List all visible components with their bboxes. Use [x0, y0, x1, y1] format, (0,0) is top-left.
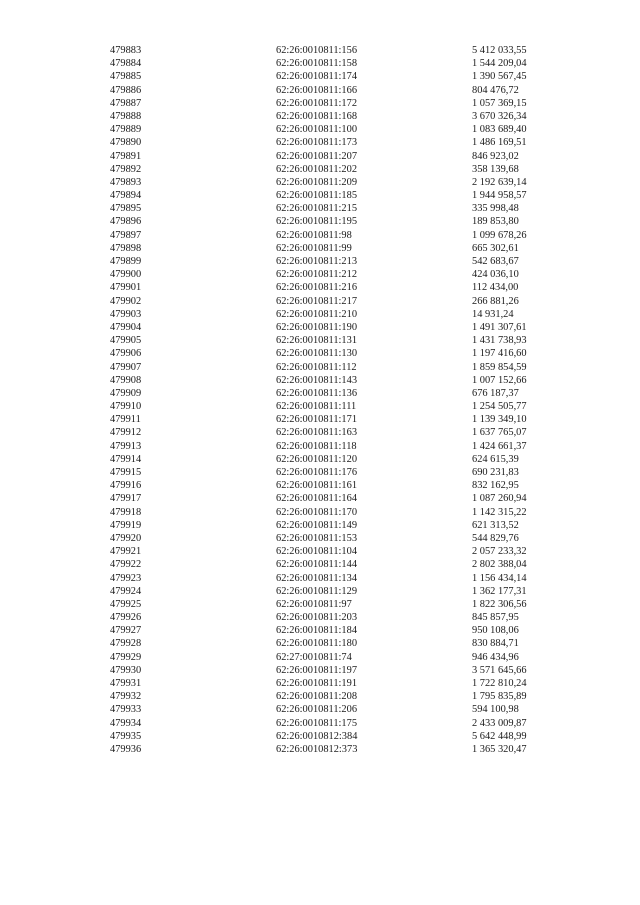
table-row [0, 519, 640, 532]
row-number: 479917 [110, 493, 142, 505]
table-row [0, 479, 640, 492]
table-row [0, 598, 640, 611]
cadastral-value: 1 491 307,61 [472, 321, 527, 333]
table-row [0, 730, 640, 743]
table-row [0, 242, 640, 255]
cadastral-value: 832 162,95 [472, 480, 519, 492]
cadastral-value: 1 822 306,56 [472, 598, 527, 610]
cadastral-number: 62:27:0010811:74 [276, 651, 352, 663]
cadastral-value: 1 390 567,45 [472, 71, 527, 83]
table-row [0, 545, 640, 558]
cadastral-number: 62:26:0010811:213 [276, 256, 358, 267]
cadastral-number: 62:26:0010811:97 [276, 598, 352, 610]
row-number: 479923 [110, 572, 142, 584]
table-row [0, 70, 640, 83]
table-row [0, 308, 640, 321]
cadastral-value: 358 139,68 [472, 163, 519, 175]
row-number: 479910 [110, 401, 142, 413]
table-row [0, 558, 640, 571]
cadastral-value: 845 857,95 [472, 612, 519, 624]
row-number: 479894 [110, 190, 142, 202]
cadastral-number: 62:26:0010811:172 [276, 97, 358, 109]
row-number: 479895 [110, 203, 142, 215]
cadastral-value: 2 802 388,04 [472, 559, 527, 571]
table-row [0, 717, 640, 730]
table-row [0, 255, 640, 268]
cadastral-value: 594 100,98 [472, 704, 519, 716]
cadastral-value: 1 365 320,47 [472, 743, 527, 755]
table-row [0, 374, 640, 387]
cadastral-number: 62:26:0010811:217 [276, 295, 358, 307]
cadastral-value: 690 231,83 [472, 467, 519, 478]
cadastral-value: 946 434,96 [472, 651, 519, 663]
table-row [0, 440, 640, 453]
cadastral-value: 1 057 369,15 [472, 97, 527, 109]
row-number: 479896 [110, 216, 142, 228]
table-row [0, 361, 640, 374]
row-number: 479932 [110, 691, 142, 703]
cadastral-value: 1 424 661,37 [472, 440, 527, 452]
cadastral-value: 2 192 639,14 [472, 176, 527, 188]
row-number: 479915 [110, 467, 142, 478]
row-number: 479919 [110, 519, 142, 531]
table-row [0, 624, 640, 637]
cadastral-number: 62:26:0010811:143 [276, 374, 358, 386]
cadastral-value: 544 829,76 [472, 532, 519, 544]
cadastral-number: 62:26:0010811:158 [276, 58, 358, 70]
row-number: 479925 [110, 598, 142, 610]
table-row [0, 572, 640, 585]
row-number: 479931 [110, 678, 142, 689]
cadastral-number: 62:26:0010811:190 [276, 321, 358, 333]
row-number: 479891 [110, 150, 142, 162]
cadastral-value: 2 433 009,87 [472, 717, 527, 729]
cadastral-value: 1 431 738,93 [472, 335, 527, 347]
table-row [0, 413, 640, 426]
cadastral-number: 62:26:0010811:207 [276, 150, 358, 162]
cadastral-value: 1 099 678,26 [472, 229, 527, 241]
row-number: 479904 [110, 321, 142, 333]
table-row [0, 295, 640, 308]
cadastral-number: 62:26:0010811:195 [276, 216, 358, 228]
cadastral-number: 62:26:0010811:202 [276, 163, 358, 175]
cadastral-value: 5 412 033,55 [472, 45, 527, 56]
cadastral-value: 424 036,10 [472, 269, 519, 281]
cadastral-value: 1 795 835,89 [472, 691, 527, 703]
row-number: 479908 [110, 374, 142, 386]
table-row [0, 703, 640, 716]
cadastral-number: 62:26:0010811:215 [276, 203, 358, 215]
cadastral-number: 62:26:0010811:120 [276, 453, 358, 465]
cadastral-number: 62:26:0010811:153 [276, 532, 358, 544]
cadastral-number: 62:26:0010811:168 [276, 110, 358, 122]
cadastral-number: 62:26:0010811:163 [276, 427, 358, 439]
row-number: 479892 [110, 163, 142, 175]
row-number: 479930 [110, 664, 142, 676]
cadastral-value: 112 434,00 [472, 282, 519, 294]
row-number: 479902 [110, 295, 142, 307]
row-number: 479913 [110, 440, 142, 452]
row-number: 479885 [110, 71, 142, 83]
row-number: 479905 [110, 335, 142, 347]
cadastral-value: 542 683,67 [472, 256, 519, 267]
cadastral-value: 2 057 233,32 [472, 546, 527, 558]
cadastral-number: 62:26:0010811:156 [276, 45, 358, 56]
cadastral-number: 62:26:0010811:144 [276, 559, 358, 571]
table-row [0, 651, 640, 664]
cadastral-value: 1 139 349,10 [472, 414, 527, 426]
table-row [0, 321, 640, 334]
row-number: 479888 [110, 110, 142, 122]
cadastral-number: 62:26:0010811:212 [276, 269, 358, 281]
cadastral-value: 676 187,37 [472, 387, 519, 399]
row-number: 479936 [110, 743, 142, 755]
cadastral-number: 62:26:0010811:208 [276, 691, 358, 703]
table-row [0, 400, 640, 413]
cadastral-value: 1 142 315,22 [472, 506, 527, 518]
table-row [0, 268, 640, 281]
cadastral-value: 266 881,26 [472, 295, 519, 307]
table-row [0, 492, 640, 505]
cadastral-number: 62:26:0010811:130 [276, 348, 358, 360]
row-number: 479934 [110, 717, 142, 729]
table-row [0, 150, 640, 163]
cadastral-number: 62:26:0010811:149 [276, 519, 358, 531]
table-row [0, 229, 640, 242]
row-number: 479903 [110, 308, 142, 320]
row-number: 479906 [110, 348, 142, 360]
table-row [0, 163, 640, 176]
table-row [0, 176, 640, 189]
cadastral-number: 62:26:0010811:203 [276, 612, 358, 624]
cadastral-number: 62:26:0010811:99 [276, 242, 352, 254]
cadastral-value: 830 884,71 [472, 638, 519, 650]
row-number: 479920 [110, 532, 142, 544]
row-number: 479921 [110, 546, 142, 558]
cadastral-value: 14 931,24 [472, 308, 514, 320]
cadastral-number: 62:26:0010811:191 [276, 678, 358, 689]
cadastral-number: 62:26:0010811:129 [276, 585, 358, 597]
table-row [0, 136, 640, 149]
table-row [0, 690, 640, 703]
cadastral-number: 62:26:0010811:206 [276, 704, 358, 716]
cadastral-number: 62:26:0010811:136 [276, 387, 358, 399]
row-number: 479927 [110, 625, 142, 637]
cadastral-value: 1 859 854,59 [472, 361, 527, 373]
cadastral-value: 1 007 152,66 [472, 374, 527, 386]
table-row [0, 57, 640, 70]
cadastral-number: 62:26:0010811:111 [276, 401, 357, 413]
cadastral-value: 5 642 448,99 [472, 730, 527, 742]
cadastral-number: 62:26:0010811:170 [276, 506, 358, 518]
row-number: 479929 [110, 651, 142, 663]
cadastral-value: 1 486 169,51 [472, 137, 527, 149]
cadastral-value: 335 998,48 [472, 203, 519, 215]
row-number: 479912 [110, 427, 142, 439]
data-table [0, 44, 640, 756]
table-row [0, 123, 640, 136]
row-number: 479916 [110, 480, 142, 492]
cadastral-number: 62:26:0010811:134 [276, 572, 358, 584]
cadastral-number: 62:26:0010811:210 [276, 308, 358, 320]
cadastral-number: 62:26:0010811:118 [276, 440, 357, 452]
row-number: 479928 [110, 638, 142, 650]
cadastral-number: 62:26:0010811:166 [276, 84, 358, 96]
cadastral-value: 950 108,06 [472, 625, 519, 637]
table-row [0, 281, 640, 294]
table-row [0, 466, 640, 479]
table-row [0, 453, 640, 466]
cadastral-number: 62:26:0010811:216 [276, 282, 358, 294]
table-row [0, 426, 640, 439]
row-number: 479893 [110, 176, 142, 188]
table-row [0, 110, 640, 123]
cadastral-value: 846 923,02 [472, 150, 519, 162]
cadastral-number: 62:26:0010811:176 [276, 467, 358, 478]
row-number: 479899 [110, 256, 142, 267]
table-row [0, 44, 640, 57]
cadastral-value: 1 254 505,77 [472, 401, 527, 413]
cadastral-number: 62:26:0010811:112 [276, 361, 357, 373]
table-row [0, 532, 640, 545]
row-number: 479918 [110, 506, 142, 518]
cadastral-number: 62:26:0010811:131 [276, 335, 358, 347]
row-number: 479900 [110, 269, 142, 281]
cadastral-number: 62:26:0010811:197 [276, 664, 358, 676]
table-row [0, 189, 640, 202]
cadastral-value: 624 615,39 [472, 453, 519, 465]
cadastral-value: 1 362 177,31 [472, 585, 527, 597]
cadastral-value: 3 571 645,66 [472, 664, 527, 676]
cadastral-value: 1 637 765,07 [472, 427, 527, 439]
row-number: 479922 [110, 559, 142, 571]
row-number: 479886 [110, 84, 142, 96]
row-number: 479883 [110, 45, 142, 56]
table-row [0, 611, 640, 624]
row-number: 479914 [110, 453, 142, 465]
cadastral-number: 62:26:0010812:373 [276, 743, 358, 755]
table-row [0, 506, 640, 519]
cadastral-value: 1 083 689,40 [472, 124, 527, 136]
cadastral-number: 62:26:0010811:164 [276, 493, 358, 505]
cadastral-number: 62:26:0010811:104 [276, 546, 358, 558]
cadastral-value: 804 476,72 [472, 84, 519, 96]
cadastral-number: 62:26:0010812:384 [276, 730, 358, 742]
row-number: 479887 [110, 97, 142, 109]
cadastral-number: 62:26:0010811:98 [276, 229, 352, 241]
cadastral-value: 1 156 434,14 [472, 572, 527, 584]
cadastral-value: 3 670 326,34 [472, 110, 527, 122]
table-row [0, 334, 640, 347]
cadastral-number: 62:26:0010811:173 [276, 137, 358, 149]
cadastral-value: 621 313,52 [472, 519, 519, 531]
row-number: 479898 [110, 242, 142, 254]
cadastral-number: 62:26:0010811:209 [276, 176, 358, 188]
table-row [0, 585, 640, 598]
table-row [0, 677, 640, 690]
cadastral-number: 62:26:0010811:180 [276, 638, 358, 650]
table-row [0, 387, 640, 400]
row-number: 479935 [110, 730, 142, 742]
row-number: 479884 [110, 58, 142, 70]
cadastral-number: 62:26:0010811:185 [276, 190, 358, 202]
cadastral-value: 1 944 958,57 [472, 190, 527, 202]
table-row [0, 743, 640, 756]
row-number: 479924 [110, 585, 142, 597]
table-row [0, 347, 640, 360]
table-row [0, 664, 640, 677]
table-row [0, 97, 640, 110]
cadastral-value: 1 544 209,04 [472, 58, 527, 70]
table-row [0, 84, 640, 97]
row-number: 479897 [110, 229, 142, 241]
cadastral-value: 1 197 416,60 [472, 348, 527, 360]
row-number: 479890 [110, 137, 142, 149]
cadastral-number: 62:26:0010811:171 [276, 414, 358, 426]
cadastral-number: 62:26:0010811:161 [276, 480, 358, 492]
row-number: 479889 [110, 124, 142, 136]
table-row [0, 637, 640, 650]
row-number: 479909 [110, 387, 142, 399]
row-number: 479933 [110, 704, 142, 716]
row-number: 479926 [110, 612, 142, 624]
cadastral-number: 62:26:0010811:175 [276, 717, 358, 729]
table-row [0, 202, 640, 215]
cadastral-number: 62:26:0010811:174 [276, 71, 358, 83]
table-row [0, 215, 640, 228]
cadastral-value: 1 722 810,24 [472, 678, 527, 689]
cadastral-value: 189 853,80 [472, 216, 519, 228]
row-number: 479901 [110, 282, 142, 294]
row-number: 479911 [110, 414, 141, 426]
cadastral-value: 1 087 260,94 [472, 493, 527, 505]
cadastral-number: 62:26:0010811:184 [276, 625, 358, 637]
cadastral-value: 665 302,61 [472, 242, 519, 254]
row-number: 479907 [110, 361, 142, 373]
cadastral-number: 62:26:0010811:100 [276, 124, 358, 136]
